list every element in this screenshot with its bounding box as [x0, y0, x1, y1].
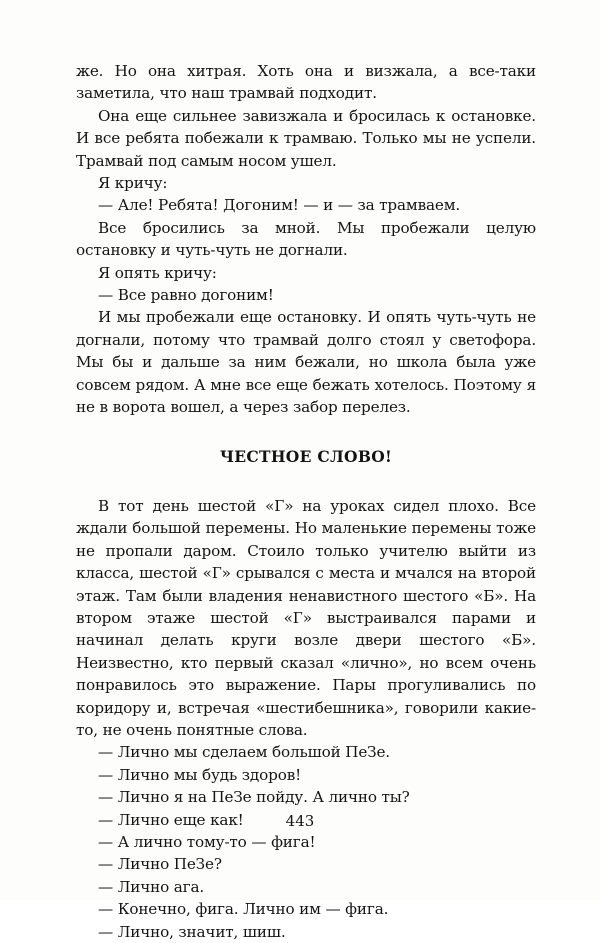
paragraph: Все бросились за мной. Мы пробежали целую остановку и чуть-чуть не догнали.	[76, 218, 536, 260]
dialogue-line: — Лично мы сделаем большой ПеЗе.	[98, 743, 390, 762]
dialogue-line: — Конечно, фига. Лично им — фига.	[98, 900, 389, 919]
dialogue-line: — А лично тому-то — фига!	[98, 833, 316, 851]
paragraph: Я кричу:	[98, 174, 168, 193]
paragraph: же. Но она хитрая. Хоть она и визжала, а все-таки заметила, что наш трамвай подходит.	[76, 62, 536, 103]
dialogue-line: — Лично ага.	[98, 877, 205, 896]
paragraph: Я опять кричу:	[98, 263, 217, 282]
dialogue-line: — Все равно догоним!	[98, 286, 274, 305]
paragraph: В тот день шестой «Г» на уроках сидел плохо. Все ждали большой перемены. Но маленькие перемены тоже не пропали даром. Стоило только учителю выйти из класса, шестой «Г» срывался с места и мчался на второй этаж. Там были владения ненавистного шестого «Б». На втором этаже шестой «Г» выстраивался парами и начинал делать круги возле двери шестого «Б». Неизвестно, кто первый сказал «лично», но всем очень понравилось это выражение. Пары прогуливались по коридору и, встречая «шестибешника», говорили какие-то, не очень понятные слова.	[76, 496, 536, 739]
chapter-title: ЧЕСТНОЕ СЛОВО!	[219, 446, 393, 466]
dialogue-line: — Лично мы будь здоров!	[98, 765, 302, 784]
dialogue-line: — Лично еще как!	[98, 810, 244, 829]
page-number: 443	[285, 812, 315, 830]
dialogue-line: — Але! Ребята! Догоним! — и — за трамваем.	[98, 196, 461, 215]
dialogue-line: — Лично, значит, шиш.	[98, 922, 286, 941]
body-text	[76, 60, 536, 943]
paragraph: И мы пробежали еще остановку. И опять чуть-чуть не догнали, потому что трамвай долго стоял у светофора. Мы бы и дальше за ним бежали, но школа была уже совсем рядом. А мне все еще бежать хотелось. Поэтому я не в ворота вошел, а через забор перелез.	[76, 308, 536, 417]
dialogue-line: — Лично ПеЗе?	[98, 855, 222, 874]
dialogue-line: — Лично я на ПеЗе пойду. А лично ты?	[98, 788, 410, 807]
paragraph: Она еще сильнее завизжала и бросилась к остановке. И все ребята побежали к трамваю. Только мы не успели. Трамвай под самым носом ушел.	[76, 106, 536, 170]
